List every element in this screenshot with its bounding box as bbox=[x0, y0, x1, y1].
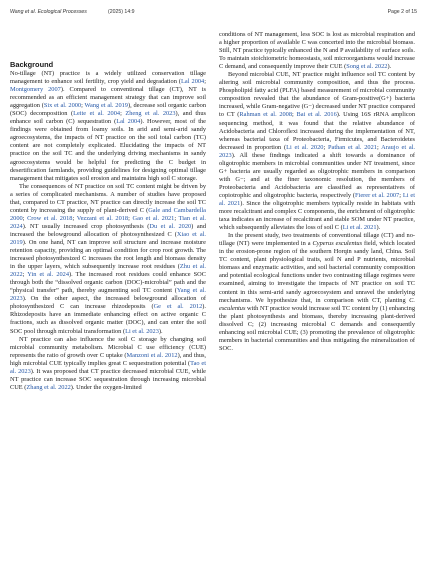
citation-link[interactable]: Manzoni et al. 2012 bbox=[126, 351, 178, 359]
running-header bbox=[10, 9, 417, 19]
species-name: C. esculentus bbox=[219, 296, 415, 312]
citation-link[interactable]: Li et al. 2023 bbox=[125, 327, 159, 335]
citation-link[interactable]: Fierer et al. 2007 bbox=[355, 191, 400, 199]
citation-link[interactable]: Zheng et al. 2023 bbox=[125, 110, 176, 118]
citation-link[interactable]: Li et al. 2020 bbox=[286, 143, 324, 151]
citation-link[interactable]: Bai et al. 2016 bbox=[296, 111, 337, 119]
citation-link[interactable]: Rahman et al. 2008 bbox=[239, 111, 293, 119]
paragraph: The consequences of NT practice on soil TC content might be driven by a series of complicated mechanisms. A number of studies have proposed that, compared to CT practice, NT practice can directly increase the soil TC content by increasing the supply of plant-derived C (Gale and Cambardella 2000; Crow et al. 2018; Vezzani et al. 2018; Gao et al. 2021; Tian et al. 2024). NT usually increased crop photosynthesis (Du et al. 2020) and increased the belowground allocation of photosynthesized C (Xiao et al. 2019). On one hand, NT can improve soil structure and increase moisture retention capacity, providing an optimal condition for crop root growth. The increased photosynthesized C increases the root length and biomass density in the upper layers, which subsequently increase root residues (Zhu et al. 2022; Yin et al. 2024). The increased root residues could enhance SOC through both the “dissolved organic carbon (DOC)-microbial” path and the “physical transfer” path, thereby augmenting soil TC content (Yang et al. 2023). On the other aspect, the increased belowground allocation of photosynthesized C can increase rhizodeposits (Ge et al. 2012). Rhizodeposits have an immediate enhancing effect on active organic C fractions, such as dissolved organic matter (DOC), and can enter the soil SOC pool through microbial transformation (Li et al. 2023). bbox=[10, 182, 206, 335]
citation-link[interactable]: Vezzani et al. 2018 bbox=[76, 214, 129, 222]
citation-link[interactable]: Zhu et al. 2022 bbox=[10, 263, 206, 279]
citation-link[interactable]: Yang et al. 2023 bbox=[10, 287, 206, 303]
citation-link[interactable]: Gao et al. 2021 bbox=[132, 214, 175, 222]
volume-year: (2025) 14:9 bbox=[108, 9, 135, 15]
species-name: Cyperus esculentus bbox=[312, 240, 363, 248]
citation-link[interactable]: Gale and Cambardella 2000 bbox=[10, 206, 206, 222]
citation-link[interactable]: Lal 2004 bbox=[181, 78, 205, 86]
citation-link[interactable]: Crow et al. 2018 bbox=[27, 214, 73, 222]
paragraph: Beyond microbial CUE, NT practice might influence soil TC content by altering soil microbial community composition, and thus the process. Phospholipid fatty acid (PLFA) based measurement of microbial community composition revealed that the abundance of Gram-positive(G+) bacteria increased, while Gram-negative (G−) decreased under NT practice compared to CT (Rahman et al. 2008; Bai et al. 2016). Using 16S rRNA amplicon sequencing method, it was found that the relative abundance of Acidobacteria and Chloroflexi increased during the implementation of NT, whereas bacterial taxa of Proteobacteria, Firmicutes, and Bacteroidetes decreased in proportion (Li et al. 2020; Pathan et al. 2021; Araujo et al. 2023). All these findings indicated a shift towards a dominance of oligotrophic members in microbial communities under NT treatment, since G+ bacteria are usually regarded as oligotrophic members in comparison with G−; and at the finer taxonomic resolution, the members of Proteobacteria and Acidobacteria are classified as representatives of copiotrophic and oligotrophic bacteria, respectively (Fierer et al. 2007; Li et al. 2021). Since the oligotrophic members typically reside in habitats with more recalcitrant and complex C components, the enrichment of oligotrophic taxa indicates an increase of recalcitrant and stable SOM under NT practice, which subsequently alleviates the loss of soil C (Li et al. 2021). bbox=[219, 71, 415, 232]
citation-link[interactable]: Araujo et al. 2023 bbox=[219, 143, 415, 159]
paragraph: In the present study, two treatments of conventional tillage (CT) and no-tillage (NT) were implemented in a Cyperus esculentus field, which located in the erosion-prone region of the southern Horqin sandy land, China. Soil TC content, plant physiological traits, soil N and P nutrients, microbial biomass and enzymatic activities, and soil bacterial community composition and potential ecological functions under two contrasting tillage regimes were examined, aiming to investigate the impacts of NT practice on soil TC content in this semi-arid sandy agroecosystem and unravel the underlying mechanisms. We hypothesize that, in comparison with CT, planting C. esculentus with NT practice would increase soil TC content by (1) enhancing the plant photosynthesis and biomass, thereby increasing plant-derived dissolved C; (2) increasing microbial C demands and consequently enhancing soil microbial CUE; (3) promoting the prevalence of oligotrophic members in bacterial communities and thus mitigating the mineralization of SOC. bbox=[219, 232, 416, 352]
page-number: Page 2 of 15 bbox=[387, 9, 417, 15]
citation-link[interactable]: Tian et al. 2024 bbox=[10, 214, 206, 230]
citation-link[interactable]: Wang et al. 2019 bbox=[84, 102, 128, 110]
citation-link[interactable]: Li et al. 2021 bbox=[219, 191, 415, 207]
paragraph: No-tillage (NT) practice is a widely utilized conservation tillage management to enhance soil fertility, crop yield and degradation (Lal 2004; Montgomery 2007). Compared to conventional tillage (CT), NT is recommended as an efficient management strategy that can improve soil aggregation (Six et al. 2000; Wang et al. 2019), decrease soil organic carbon (SOC) decomposition (Leite et al. 2004; Zheng et al. 2023), and thus enhance soil carbon (C) sequestration (Lal 2004). However, most of the findings were obtained from loamy soils. In arid and semi-arid sandy agroecosystems, the impacts of NT practice on the soil total carbon (TC) content are not completely explicated. Elucidating the impacts of NT practice on the soil TC and the underlying driving mechanisms in sandy agroecosystems would be helpful for predicting the C budget in desertification farmlands, providing guidelines for designing optimal tillage management that mitigates soil erosion and maintains high soil C storage. bbox=[10, 70, 206, 182]
citation-link[interactable]: Six et al. 2000 bbox=[43, 102, 82, 110]
right-column bbox=[219, 31, 415, 353]
citation-link[interactable]: Leite et al. 2004 bbox=[73, 110, 121, 118]
citation-link[interactable]: Du et al. 2020 bbox=[149, 222, 192, 230]
citation-link[interactable]: Song et al. 2022 bbox=[346, 63, 388, 71]
citation-link[interactable]: Yin et al. 2024 bbox=[27, 271, 70, 279]
citation-link[interactable]: Tao et al. 2023 bbox=[10, 359, 206, 375]
citation-link[interactable]: Li et al. 2021 bbox=[342, 224, 377, 232]
citation-link[interactable]: Pathan et al. 2021 bbox=[327, 143, 377, 151]
citation-link[interactable]: Xiao et al. 2019 bbox=[10, 230, 206, 246]
citation-link[interactable]: Ge et al. 2012 bbox=[153, 303, 203, 311]
citation-link[interactable]: Montgomery 2007 bbox=[10, 86, 61, 94]
left-column bbox=[10, 60, 206, 392]
paragraph: conditions of NT management, less SOC is lost as microbial respiration and a higher proportion of available C was concerted into the microbial biomass. Still, NT practice typically enhanced the N and P availability of surface soils. To maintain stoichiometric homeostasis, soil microorganisms would increase C demand, and consequently improve their CUE (Song et al. 2022). bbox=[219, 31, 415, 71]
paragraph: NT practice can also influence the soil C storage by changing soil microbial community metabolism. Microbial C use efficiency (CUE) represents the ratio of growth over C uptake (Manzoni et al. 2012), and thus, high microbial CUE typically implies great C sequestration potential (Tao et al. 2023). It was proposed that CT practice decreased microbial CUE, while NT practice can increase SOC sequestration through increasing microbial CUE (Zhang et al. 2022). Under the oxygen-limited bbox=[10, 335, 206, 391]
citation-link[interactable]: Zhang et al. 2022 bbox=[26, 383, 71, 391]
citation-link[interactable]: Lal 2004 bbox=[116, 118, 141, 126]
section-heading: Background bbox=[10, 60, 54, 69]
journal-name: Wang et al. Ecological Processes bbox=[10, 9, 87, 15]
